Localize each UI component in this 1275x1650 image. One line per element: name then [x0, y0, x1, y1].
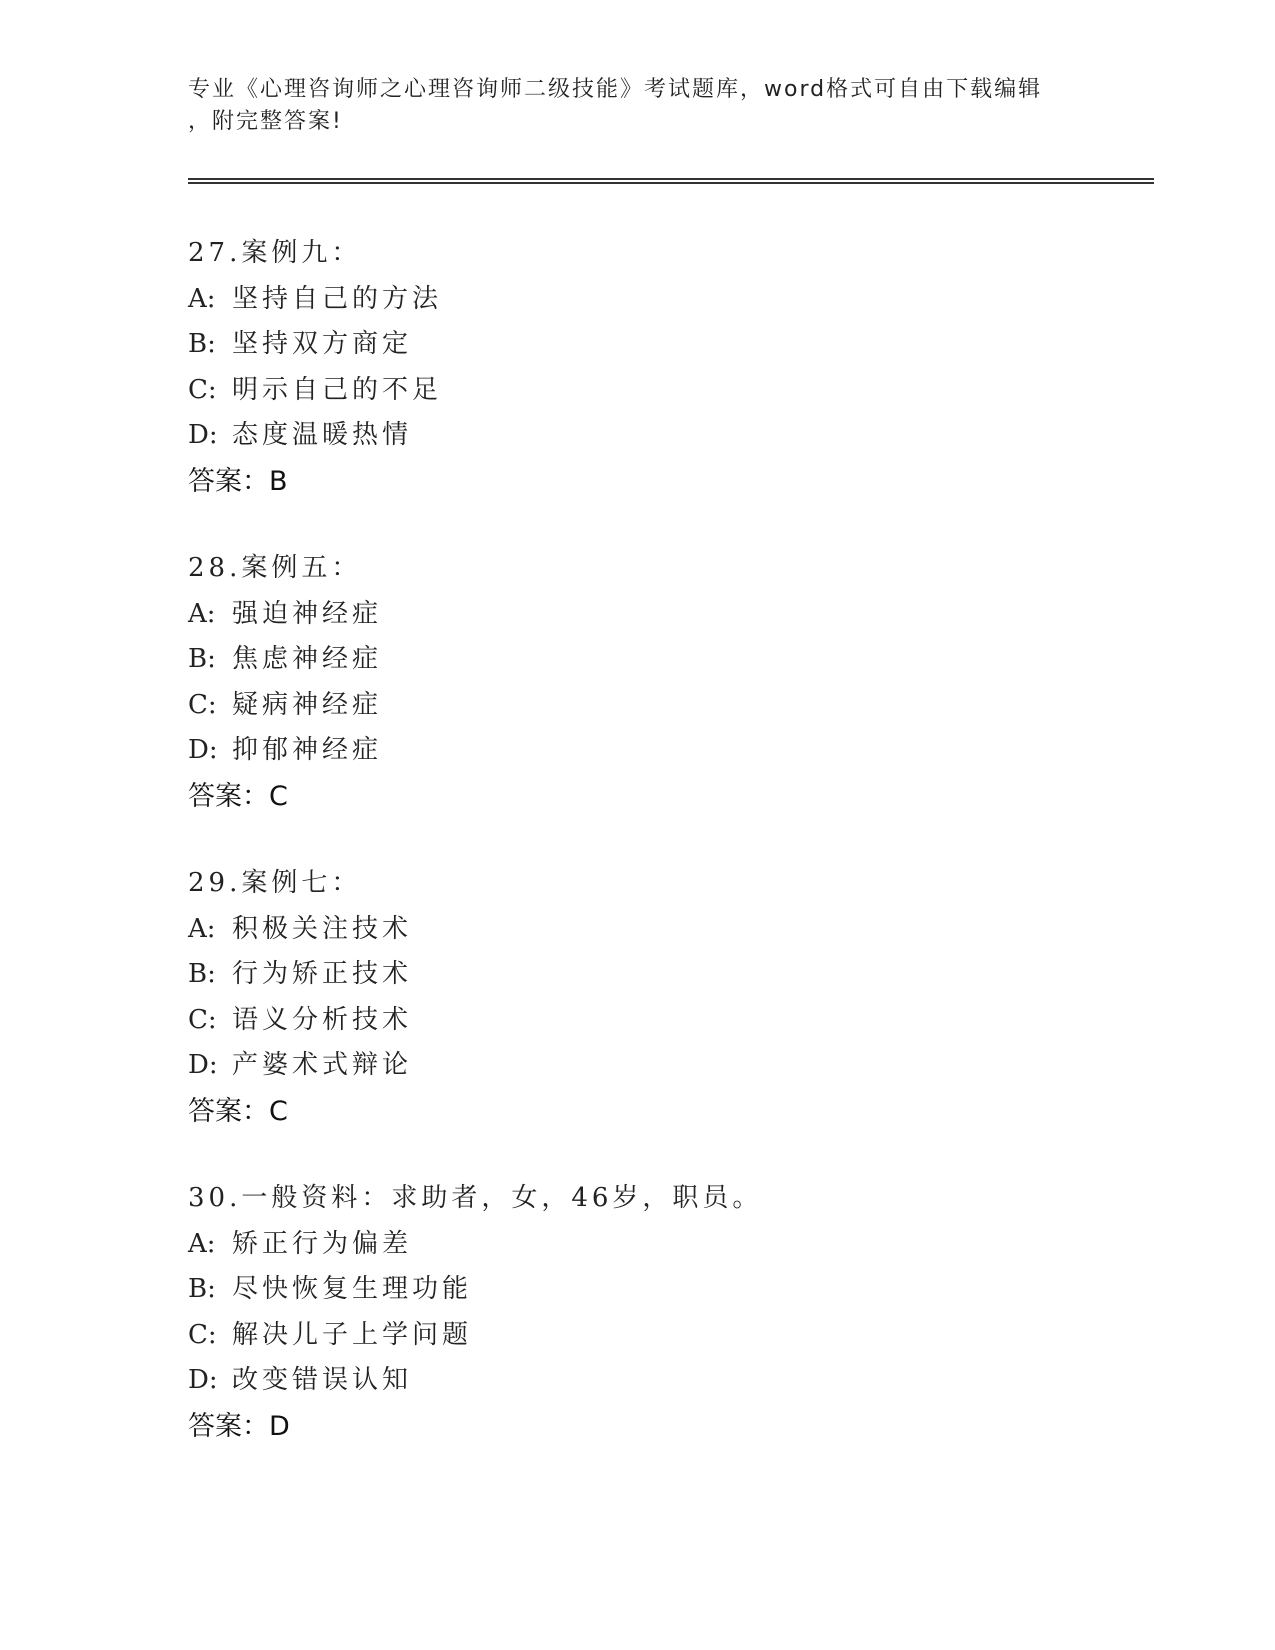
answer-value: B [269, 465, 288, 497]
header-divider [188, 178, 1154, 184]
answer-value: C [269, 1095, 288, 1127]
answer-line [188, 1404, 1088, 1450]
header-line-2: ，附完整答案! [188, 109, 343, 134]
answer-line [188, 774, 1088, 820]
answer-value: D [269, 1410, 290, 1442]
option-text: 解决儿子上学问题 [232, 1319, 473, 1350]
option-text: 产婆术式辩论 [232, 1050, 413, 1080]
answer-value: C [269, 780, 288, 812]
option-label: A: [188, 283, 216, 314]
option-d [188, 1358, 1088, 1404]
question-block [188, 546, 1088, 819]
answer-line [188, 459, 1088, 505]
option-d [188, 413, 1088, 459]
option-c [188, 1313, 1088, 1359]
option-text: 行为矫正技术 [232, 959, 413, 989]
option-label: C: [188, 374, 217, 405]
question-title: 28.案例五： [188, 553, 362, 583]
option-a [188, 907, 1088, 953]
option-c [188, 368, 1088, 414]
option-label: B: [188, 959, 216, 989]
option-label: A: [188, 913, 216, 944]
option-text: 坚持双方商定 [232, 329, 413, 359]
option-label: B: [188, 644, 216, 674]
option-label: C: [188, 1004, 217, 1035]
option-c [188, 683, 1088, 729]
option-b [188, 952, 1088, 998]
option-text: 改变错误认知 [232, 1365, 413, 1395]
answer-label: 答案： [188, 465, 269, 497]
option-text: 疑病神经症 [232, 689, 383, 720]
option-text: 强迫神经症 [232, 598, 383, 629]
option-text: 抑郁神经症 [232, 735, 383, 765]
option-text: 语义分析技术 [232, 1004, 413, 1035]
option-text: 尽快恢复生理功能 [232, 1274, 473, 1304]
option-text: 矫正行为偏差 [232, 1228, 413, 1259]
answer-label: 答案： [188, 780, 269, 812]
option-d [188, 1043, 1088, 1089]
option-text: 坚持自己的方法 [232, 283, 443, 314]
option-d [188, 728, 1088, 774]
option-label: C: [188, 1319, 217, 1350]
question-title: 27.案例九： [188, 238, 362, 268]
option-c [188, 998, 1088, 1044]
option-text: 明示自己的不足 [232, 374, 443, 405]
question-title: 29.案例七： [188, 868, 362, 898]
answer-label: 答案： [188, 1095, 269, 1127]
question-title: 30.一般资料：求助者，女，46岁，职员。 [188, 1183, 763, 1213]
option-label: B: [188, 1274, 216, 1304]
option-b [188, 1267, 1088, 1313]
option-label: D: [188, 1365, 218, 1395]
option-label: D: [188, 1050, 218, 1080]
document-header [188, 74, 1068, 138]
option-a [188, 277, 1088, 323]
option-b [188, 637, 1088, 683]
answer-label: 答案： [188, 1410, 269, 1442]
option-a [188, 1222, 1088, 1268]
option-label: A: [188, 1228, 216, 1259]
option-label: A: [188, 598, 216, 629]
question-block [188, 861, 1088, 1134]
option-label: B: [188, 329, 216, 359]
option-text: 积极关注技术 [232, 913, 413, 944]
option-label: C: [188, 689, 217, 720]
header-line-1: 专业《心理咨询师之心理咨询师二级技能》考试题库，word格式可自由下载编辑 [188, 77, 1043, 102]
answer-line [188, 1089, 1088, 1135]
option-text: 焦虑神经症 [232, 644, 383, 674]
option-label: D: [188, 735, 218, 765]
option-text: 态度温暖热情 [232, 420, 413, 450]
question-block [188, 1176, 1088, 1449]
question-block [188, 231, 1088, 504]
option-b [188, 322, 1088, 368]
option-a [188, 592, 1088, 638]
option-label: D: [188, 420, 218, 450]
